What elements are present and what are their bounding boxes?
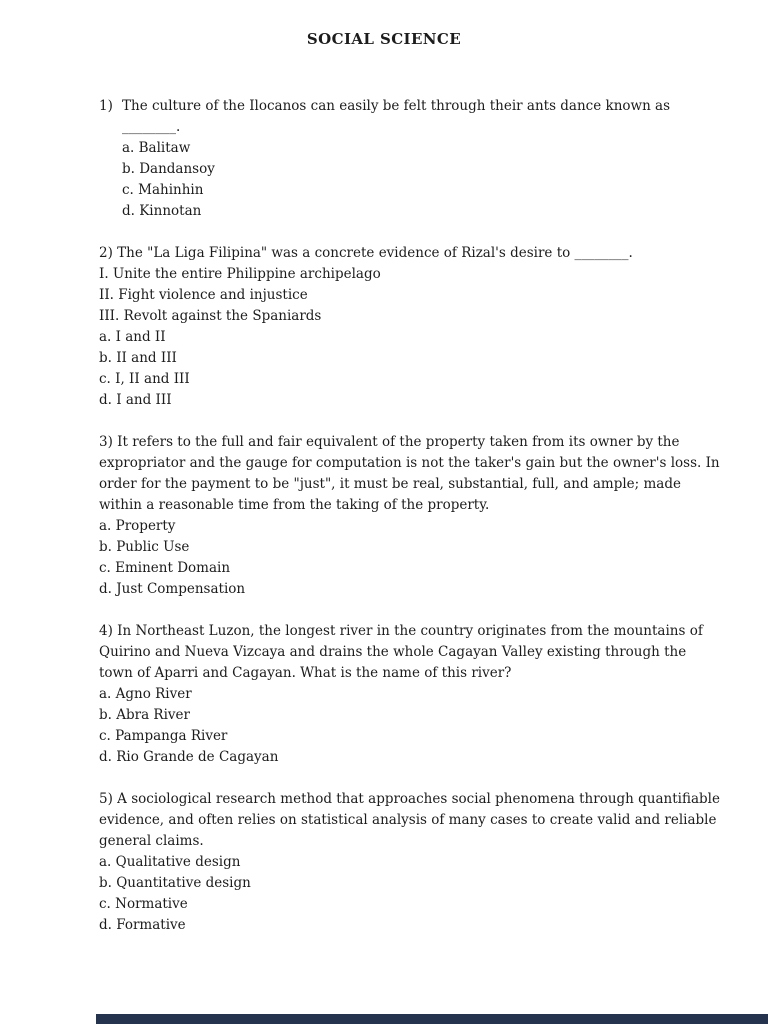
viewer-footer-bar bbox=[96, 1014, 768, 1024]
question-1-option-c: c. Mahinhin bbox=[122, 182, 204, 198]
question-3-option-c: c. Eminent Domain bbox=[99, 560, 231, 576]
question-1-option-a: a. Balitaw bbox=[122, 140, 191, 156]
question-3 bbox=[99, 432, 720, 600]
question-2-option-b: b. II and III bbox=[99, 350, 177, 366]
question-2-statement-3: III. Revolt against the Spaniards bbox=[99, 308, 322, 324]
question-2-options bbox=[99, 327, 720, 411]
question-5-number: 5) bbox=[99, 791, 113, 807]
question-3-number: 3) bbox=[99, 434, 113, 450]
question-3-text: It refers to the full and fair equivalent of the property taken from its owner by the expropriator and the gauge for computation is not the taker's gain but the owner's loss. In order for the payment to be "just", it must be real, substantial, full, and ample; made within a reasonable time from the taking of the property. bbox=[99, 434, 720, 513]
question-2-option-d: d. I and III bbox=[99, 392, 172, 408]
question-4-text: In Northeast Luzon, the longest river in the country originates from the mountains of Quirino and Nueva Vizcaya and drains the whole Cagayan Valley existing through the town of Aparri and Cagayan. What is the name of this river? bbox=[99, 623, 703, 681]
question-5-text: A sociological research method that approaches social phenomena through quantifiable evidence, and often relies on statistical analysis of many cases to create valid and reliable general claims. bbox=[99, 791, 720, 849]
question-2-statement-1: I. Unite the entire Philippine archipelago bbox=[99, 266, 381, 282]
question-4-options bbox=[99, 684, 720, 768]
question-5-option-c: c. Normative bbox=[99, 896, 188, 912]
question-4-option-b: b. Abra River bbox=[99, 707, 190, 723]
question-2-text: The "La Liga Filipina" was a concrete evidence of Rizal's desire to ________. bbox=[117, 245, 633, 261]
page-title: SOCIAL SCIENCE bbox=[306, 30, 462, 48]
question-3-options bbox=[99, 516, 720, 600]
question-1-option-d: d. Kinnotan bbox=[122, 203, 202, 219]
question-4 bbox=[99, 621, 720, 768]
question-2-number: 2) bbox=[99, 245, 113, 261]
question-1 bbox=[99, 96, 720, 222]
question-2-statement-2: II. Fight violence and injustice bbox=[99, 287, 308, 303]
question-3-option-d: d. Just Compensation bbox=[99, 581, 246, 597]
question-5-option-d: d. Formative bbox=[99, 917, 186, 933]
question-4-number: 4) bbox=[99, 623, 113, 639]
question-5-option-a: a. Qualitative design bbox=[99, 854, 241, 870]
question-2-option-c: c. I, II and III bbox=[99, 371, 190, 387]
question-2-option-a: a. I and II bbox=[99, 329, 166, 345]
question-1-options bbox=[122, 138, 720, 222]
question-5-options bbox=[99, 852, 720, 936]
question-2 bbox=[99, 243, 720, 411]
question-1-blank: ________. bbox=[122, 119, 181, 135]
question-1-option-b: b. Dandansoy bbox=[122, 161, 215, 177]
question-3-option-b: b. Public Use bbox=[99, 539, 190, 555]
question-5 bbox=[99, 789, 720, 936]
question-5-option-b: b. Quantitative design bbox=[99, 875, 251, 891]
question-2-statements bbox=[99, 264, 720, 327]
question-1-number: 1) bbox=[99, 98, 113, 114]
question-1-text: The culture of the Ilocanos can easily be felt through their ants dance known as bbox=[122, 98, 671, 114]
question-4-option-d: d. Rio Grande de Cagayan bbox=[99, 749, 279, 765]
question-4-option-a: a. Agno River bbox=[99, 686, 192, 702]
question-3-option-a: a. Property bbox=[99, 518, 176, 534]
question-4-option-c: c. Pampanga River bbox=[99, 728, 228, 744]
